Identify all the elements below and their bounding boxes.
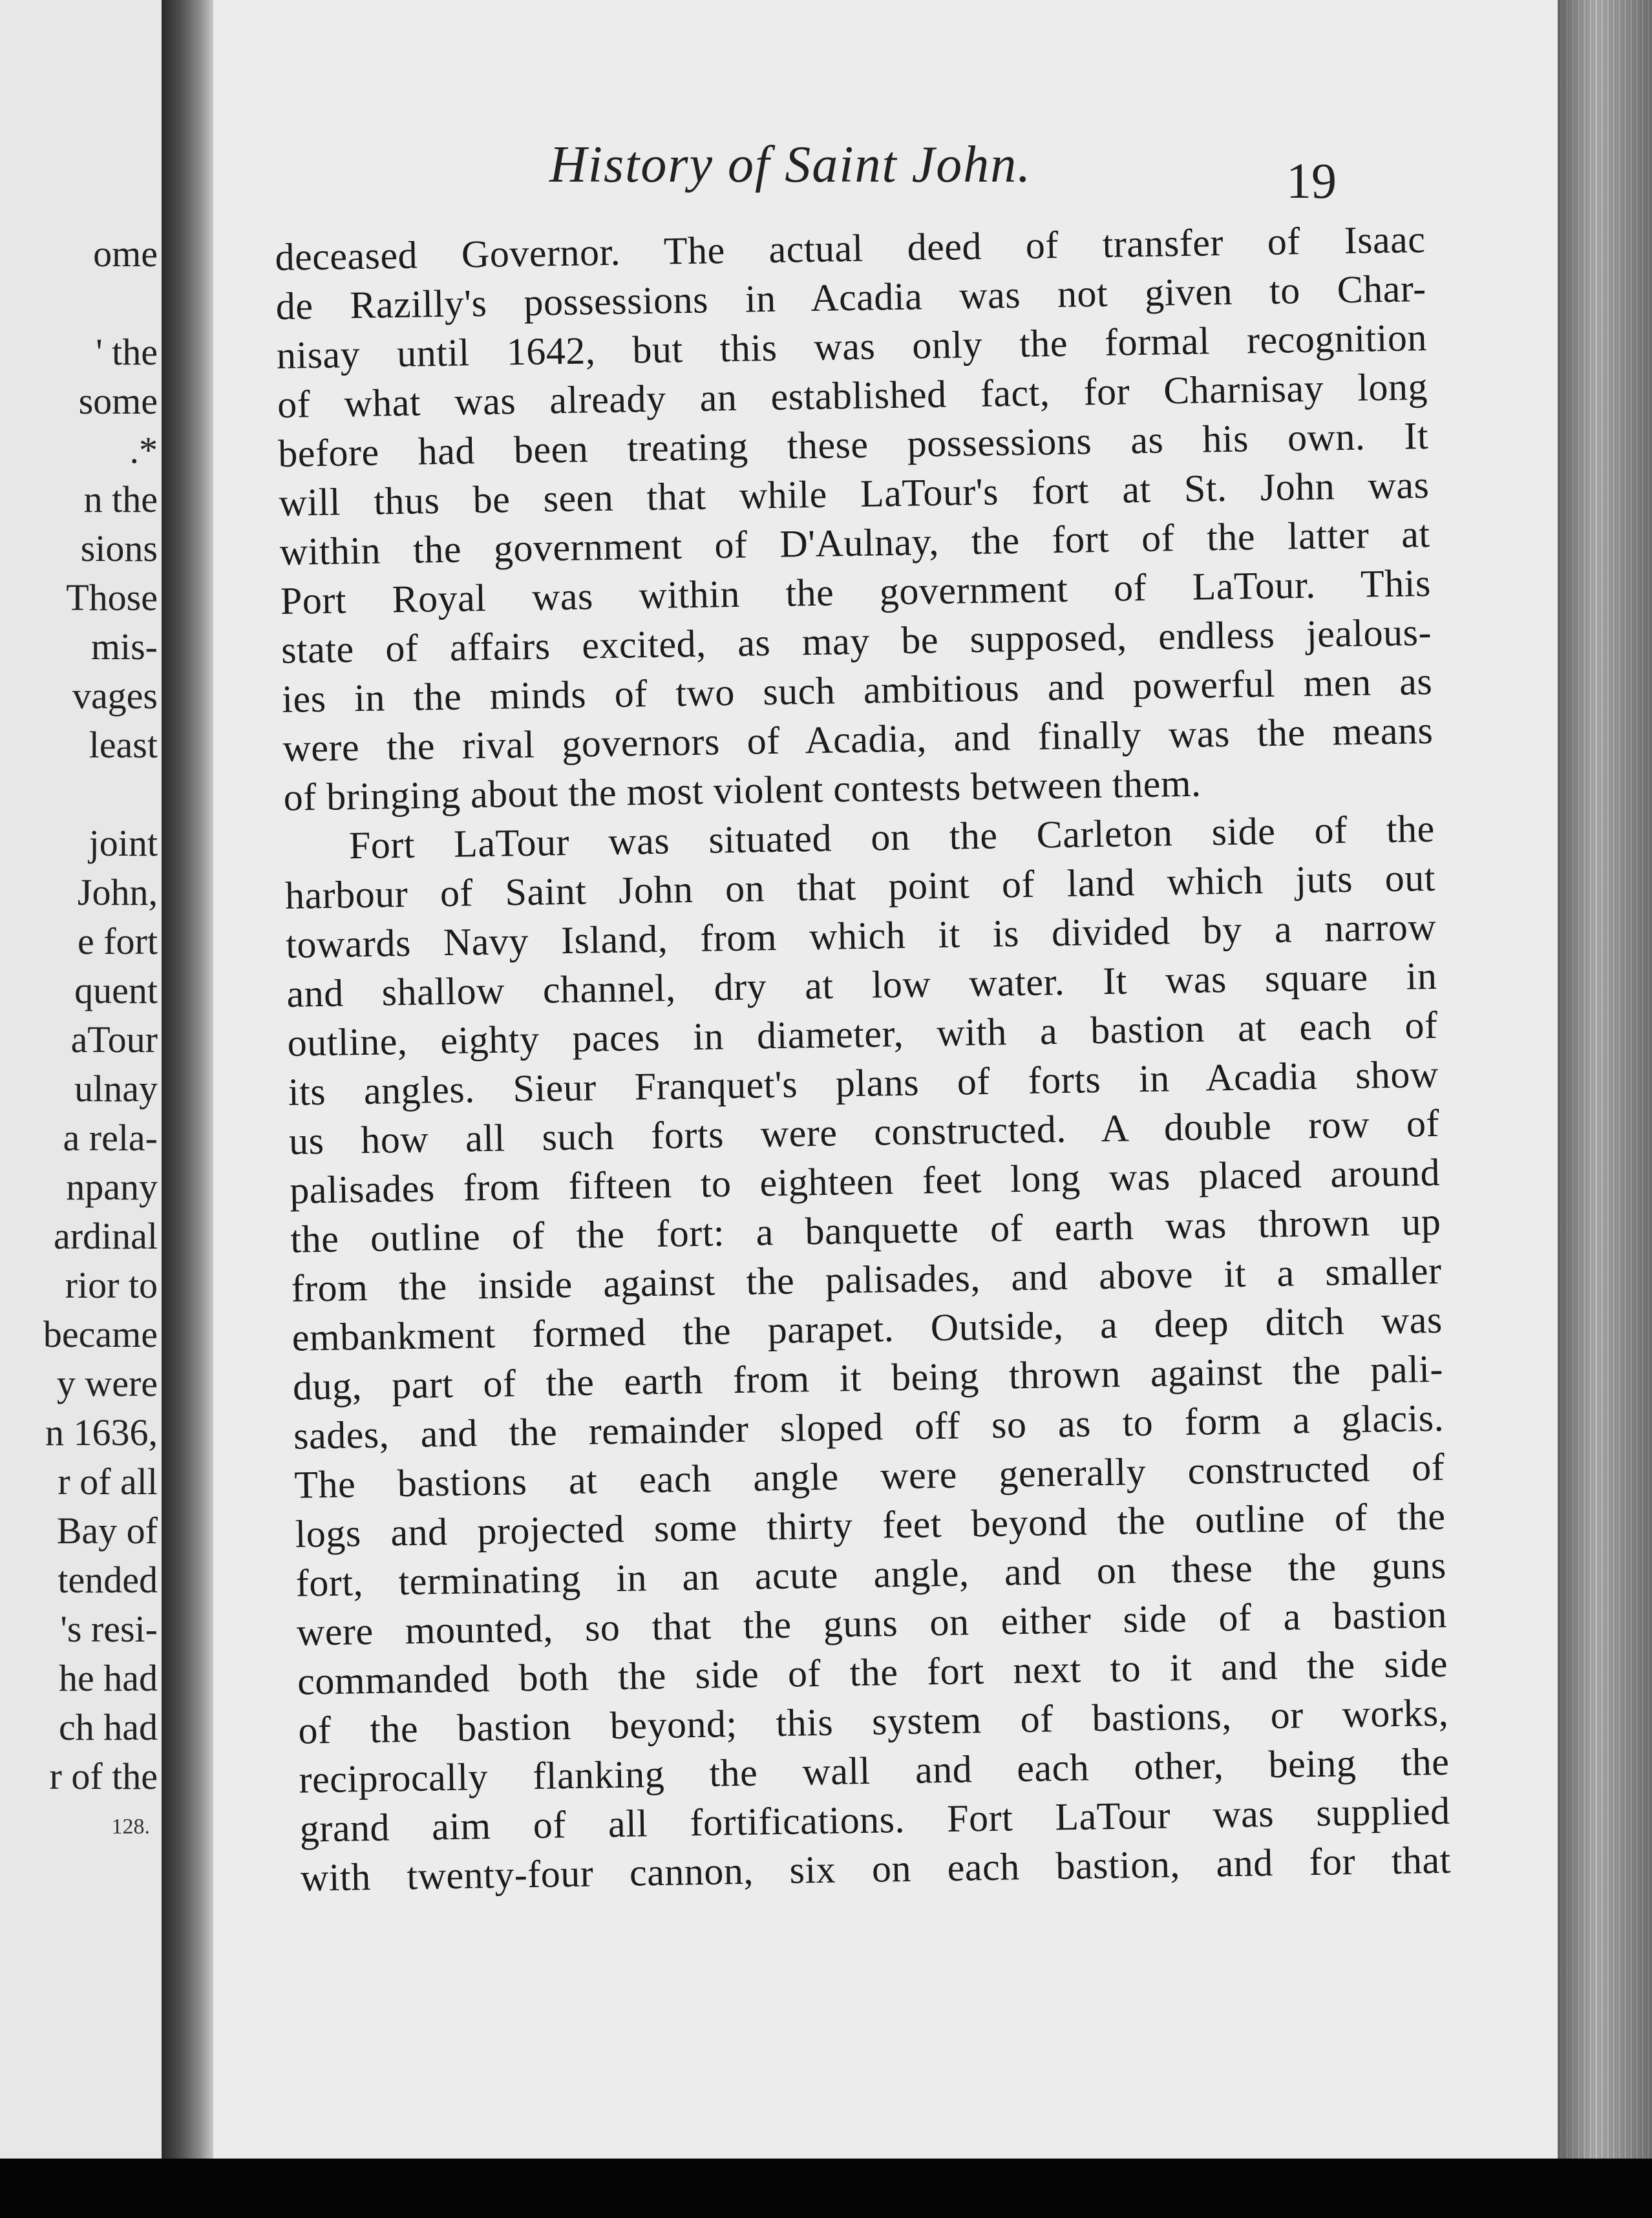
left-line: vages [72, 675, 158, 717]
left-line: mis- [90, 626, 158, 668]
left-line: sions [80, 527, 158, 569]
text-line: outline, eighty paces in diameter, with a bastion at each of [287, 1003, 1438, 1064]
text-line: commanded both the side of the fort next to it and the side [297, 1642, 1448, 1703]
text-line: within the government of D'Aulnay, the fort of the latter at [279, 512, 1431, 573]
left-footnote-fragment: 128. [111, 1815, 150, 1839]
left-line: ulnay [74, 1068, 158, 1110]
left-line: y were [56, 1362, 158, 1404]
left-line: n 1636, [45, 1411, 158, 1453]
left-line: joint [89, 822, 158, 864]
left-line: ardinal [53, 1215, 158, 1257]
text-line: The bastions at each angle were generally constructed of [293, 1445, 1445, 1506]
text-line: us how all such forts were constructed. A double row of [288, 1101, 1440, 1163]
text-line: harbour of Saint John on that point of land which juts out [284, 856, 1436, 917]
left-line: aTour [70, 1019, 158, 1061]
left-line: n the [83, 478, 158, 520]
text-line: embankment formed the parapet. Outside, a deep ditch was [291, 1298, 1443, 1359]
left-line: he had [59, 1657, 158, 1699]
text-line: will thus be seen that while LaTour's fort at St. John was [279, 463, 1430, 524]
left-line: least [89, 724, 158, 766]
left-line: some [78, 380, 158, 422]
text-line: fort, terminating in an acute angle, and on these the guns [295, 1543, 1447, 1605]
text-line: sades, and the remainder sloped off so as to form a glacis. [293, 1396, 1445, 1457]
text-line: reciprocally flanking the wall and each other, being the [299, 1740, 1450, 1801]
left-line: Bay of [56, 1510, 158, 1552]
left-line: e fort [78, 920, 158, 962]
text-line: were the rival governors of Acadia, and finally was the means [282, 708, 1434, 770]
left-line: became [43, 1313, 158, 1355]
text-line: towards Navy Island, from which it is divided by a narrow [285, 905, 1437, 966]
text-line: state of affairs excited, as may be supposed, endless jealous- [281, 610, 1432, 671]
page-number: 19 [1286, 153, 1337, 209]
left-line: ch had [59, 1706, 158, 1748]
left-line [43, 770, 158, 819]
left-line: a rela- [63, 1117, 158, 1159]
text-line: de Razilly's possessions in Acadia was not given to Char- [275, 267, 1427, 328]
book-gutter-shadow [162, 0, 213, 2159]
left-page-text-fragments [43, 229, 158, 1801]
running-title: History of Saint John. [549, 136, 1032, 193]
body-text [275, 215, 1451, 1903]
scan-background [0, 2159, 1652, 2218]
right-page [213, 0, 1558, 2159]
text-line: Port Royal was within the government of LaTour. This [280, 561, 1432, 622]
left-line: ome [93, 233, 158, 275]
text-line: ies in the minds of two such ambitious and powerful men as [281, 659, 1433, 721]
text-line: from the inside against the palisades, and above it a smaller [291, 1249, 1442, 1310]
text-line: its angles. Sieur Franquet's plans of forts in Acadia show [288, 1052, 1439, 1114]
text-line: and shallow channel, dry at low water. It was square in [286, 954, 1437, 1015]
text-line: Fort LaTour was situated on the Carleton side of the [348, 807, 1435, 867]
text-line: palisades from fifteen to eighteen feet long was placed around [289, 1150, 1441, 1212]
text-line: with twenty-four cannon, six on each bastion, and for that [300, 1838, 1452, 1899]
left-line [43, 279, 158, 328]
left-line: John, [77, 871, 158, 913]
text-line: the outline of the fort: a banquette of earth was thrown up [290, 1199, 1441, 1261]
left-line: rior to [65, 1264, 158, 1306]
text-line: deceased Governor. The actual deed of transfer of Isaac [275, 218, 1426, 279]
text-line: dug, part of the earth from it being thrown against the pali- [292, 1347, 1444, 1408]
text-line: nisay until 1642, but this was only the formal recognition [276, 316, 1428, 377]
text-line: of bringing about the most violent contests between them. [283, 761, 1202, 819]
left-line: r of all [58, 1461, 158, 1503]
text-line: were mounted, so that the guns on either side of a bastion [296, 1592, 1448, 1654]
left-facing-page [0, 0, 162, 2159]
left-line: quent [74, 969, 158, 1011]
text-line: before had been treating these possessions as his own. It [277, 414, 1429, 475]
left-line: npany [66, 1166, 158, 1208]
text-line: logs and projected some thirty feet beyond the outline of the [295, 1494, 1446, 1556]
left-line: .* [129, 429, 158, 471]
text-line: of what was already an established fact, for Charnisay long [277, 365, 1428, 426]
page-edges-shade [1558, 0, 1652, 2159]
left-line: tended [58, 1559, 158, 1601]
text-line: of the bastion beyond; this system of bastions, or works, [297, 1691, 1449, 1752]
left-line: Those [66, 576, 158, 618]
left-line: ' the [96, 331, 158, 373]
text-line: grand aim of all fortifications. Fort LaTour was supplied [299, 1789, 1451, 1850]
left-line: r of the [49, 1755, 158, 1797]
left-line: 's resi- [60, 1608, 158, 1650]
